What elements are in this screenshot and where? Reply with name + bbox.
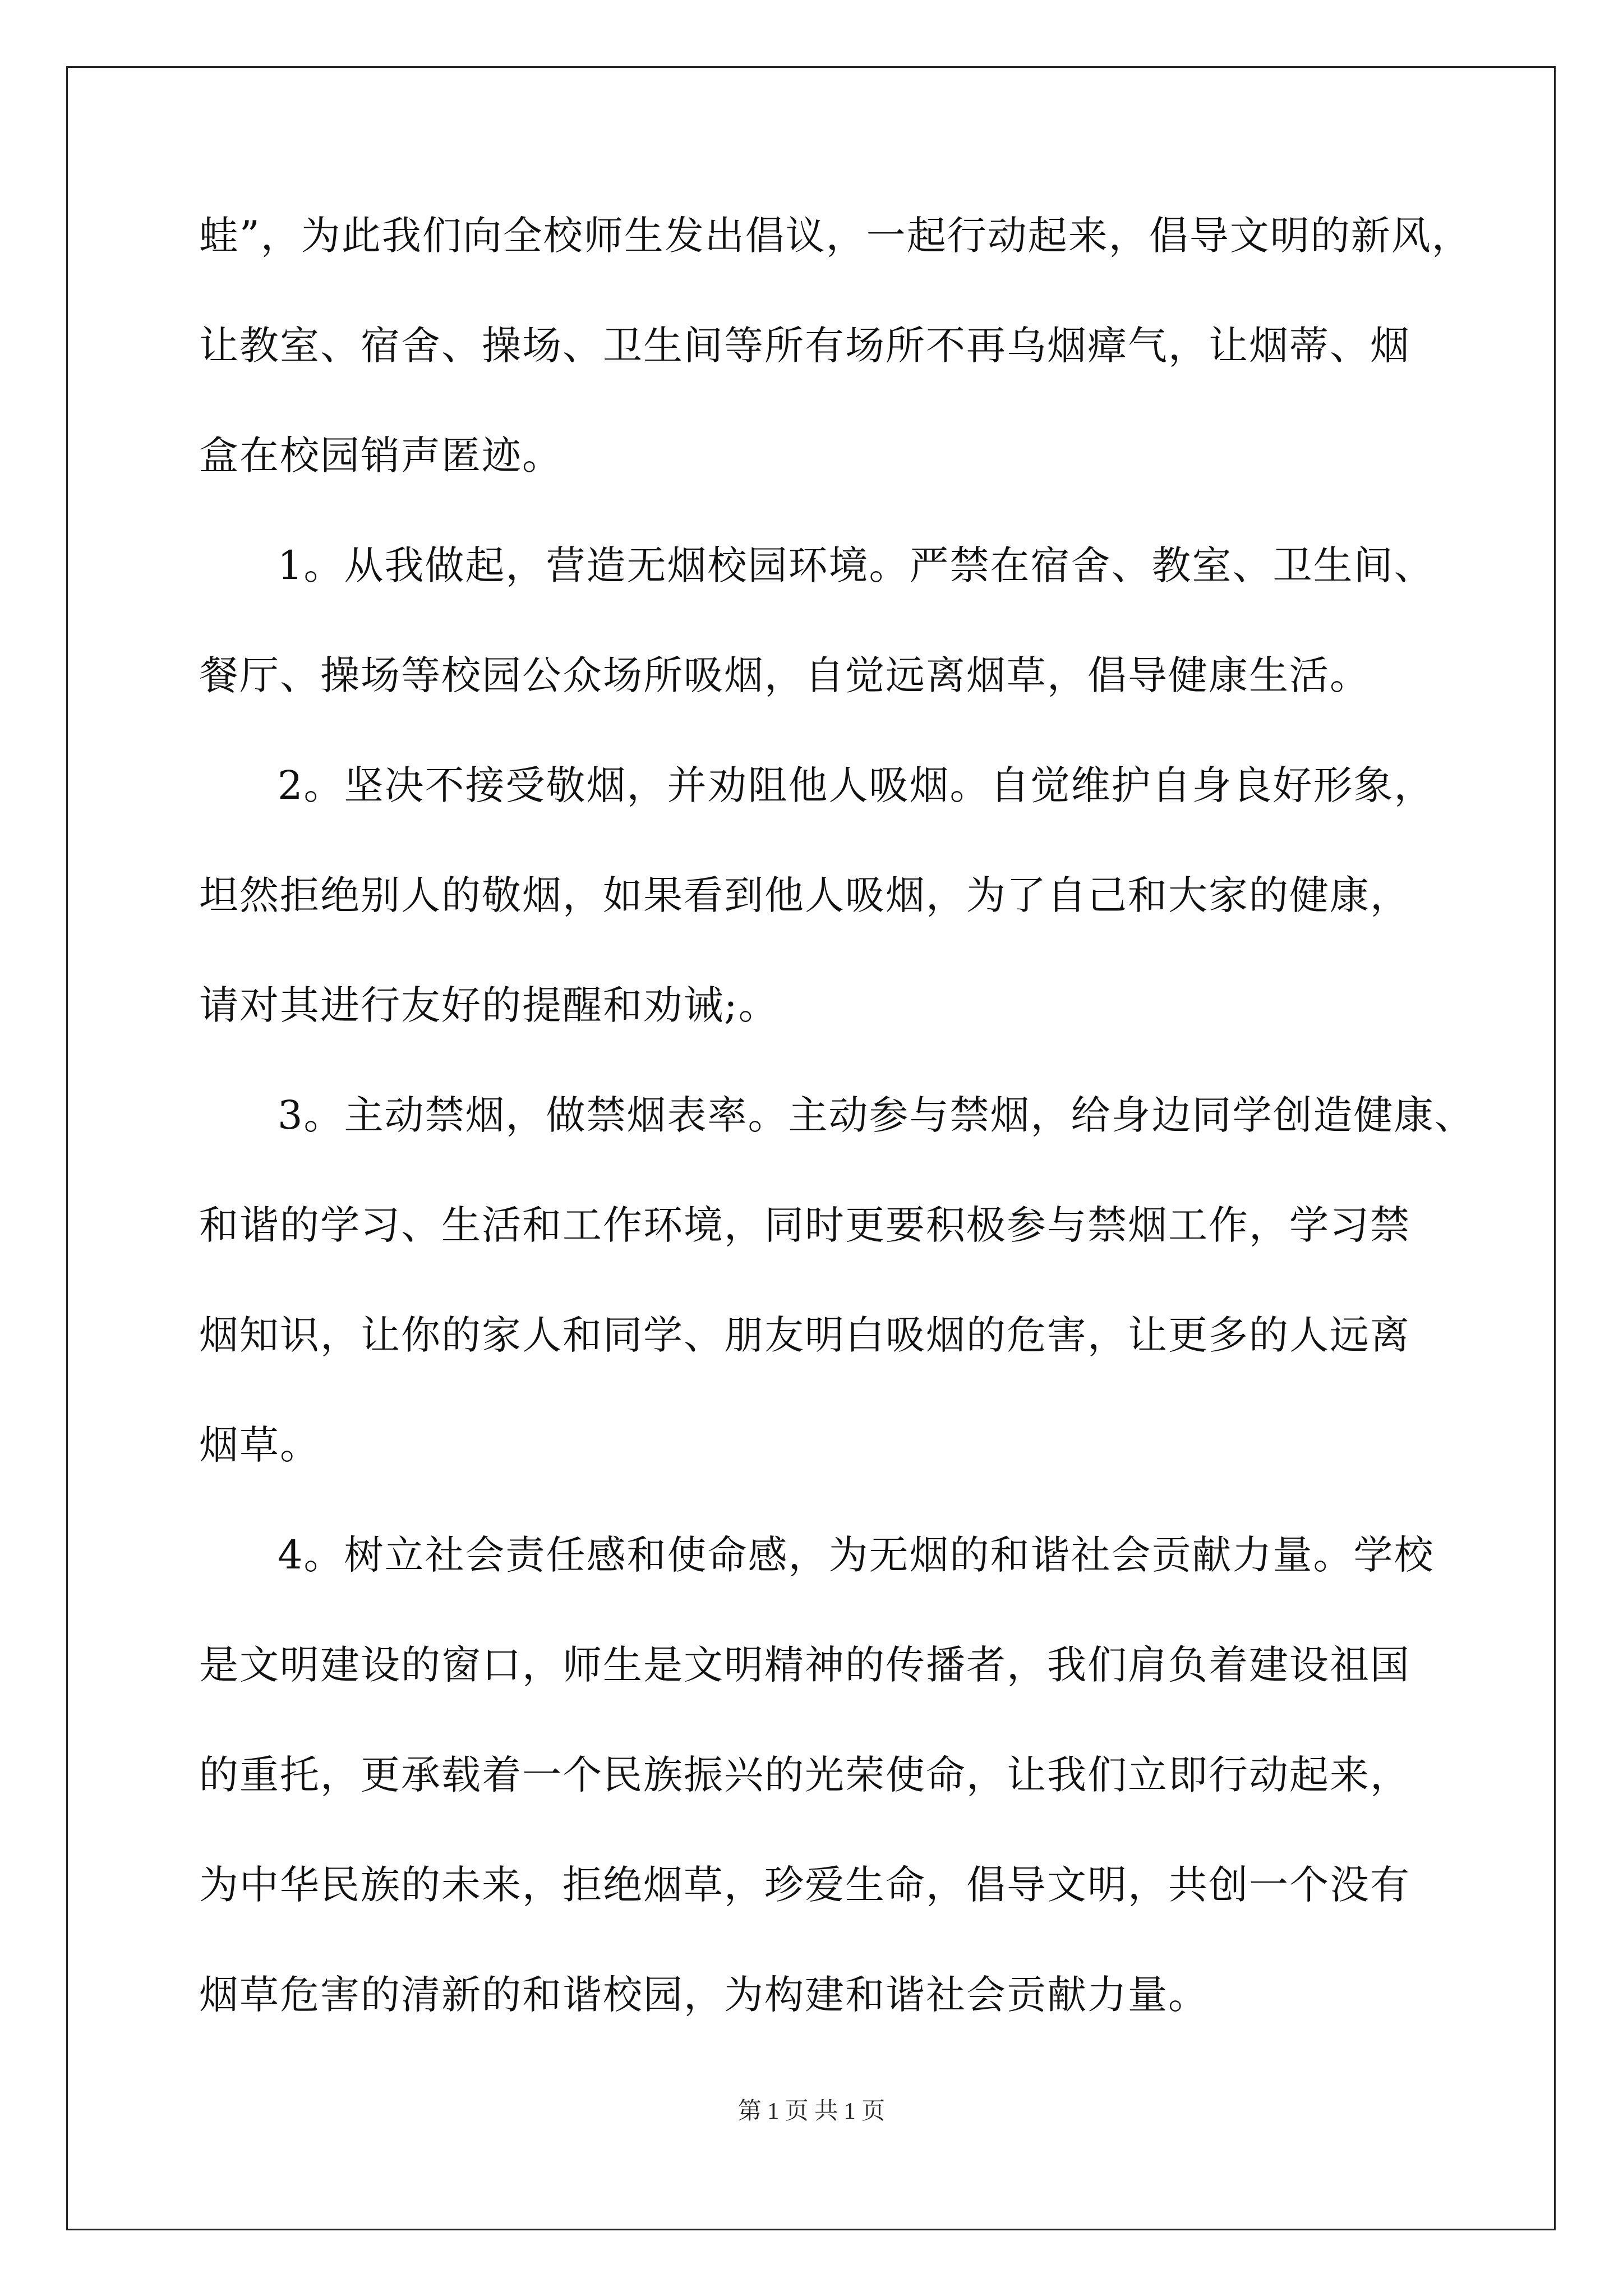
text-line: 为中华民族的未来，拒绝烟草，珍爱生命，倡导文明，共创一个没有 [199, 1862, 1410, 1908]
text-line: 让教室、宿舍、操场、卫生间等所有场所不再乌烟瘴气，让烟蒂、烟 [199, 323, 1410, 369]
text-line: 3。主动禁烟，做禁烟表率。主动参与禁烟，给身边同学创造健康、 [278, 1092, 1475, 1138]
text-line: 坦然拒绝别人的敬烟，如果看到他人吸烟，为了自己和大家的健康， [199, 872, 1410, 918]
text-line: 4。树立社会责任感和使命感，为无烟的和谐社会贡献力量。学校 [278, 1532, 1435, 1578]
page-number-footer: 第 1 页 共 1 页 [737, 2099, 886, 2124]
text-line: 请对其进行友好的提醒和劝诫;。 [199, 982, 779, 1028]
text-line: 烟草危害的清新的和谐校园，为构建和谐社会贡献力量。 [199, 1972, 1209, 2018]
text-line: 蛙”，为此我们向全校师生发出倡议，一起行动起来，倡导文明的新风， [199, 213, 1472, 259]
text-line: 盒在校园销声匿迹。 [199, 432, 562, 478]
text-line: 餐厅、操场等校园公众场所吸烟，自觉远离烟草，倡导健康生活。 [199, 652, 1370, 698]
text-line: 2。坚决不接受敬烟，并劝阻他人吸烟。自觉维护自身良好形象， [278, 762, 1435, 808]
text-line: 烟知识，让你的家人和同学、朋友明白吸烟的危害，让更多的人远离 [199, 1312, 1410, 1358]
text-line: 1。从我做起，营造无烟校园环境。严禁在宿舍、教室、卫生间、 [278, 542, 1435, 588]
text-line: 烟草。 [199, 1422, 320, 1468]
text-line: 和谐的学习、生活和工作环境，同时更要积极参与禁烟工作，学习禁 [199, 1202, 1410, 1248]
document-body [199, 205, 1475, 2074]
text-line: 是文明建设的窗口，师生是文明精神的传播者，我们肩负着建设祖国 [199, 1642, 1410, 1688]
text-line: 的重托，更承载着一个民族振兴的光荣使命，让我们立即行动起来， [199, 1752, 1410, 1798]
